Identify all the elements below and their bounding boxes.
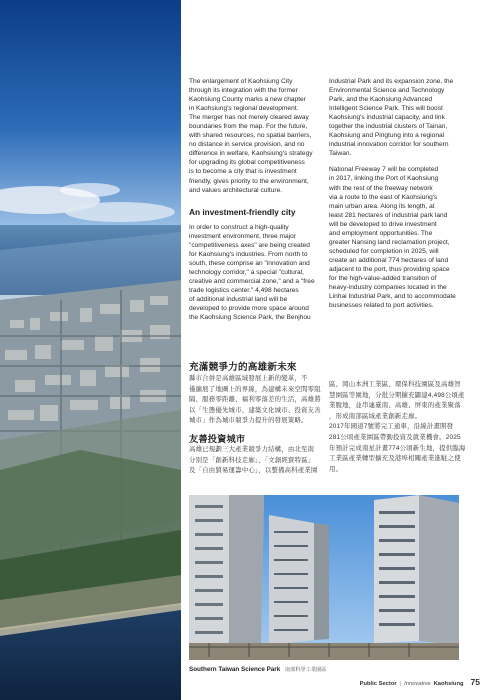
investment-paragraph: In order to construct a high-quality investment environment, three major "competitiveness axes" are being created for Kaohsiung's industries. From north to south, these comprise an "innovation and technology corridor," a special "cultural, creative and commercial zone," and a "free trade logistics center." 4,498 hectares of additional industrial land will be developed to provide more space around the Kaohsiung Science Park, the Benjhou	[189, 223, 315, 322]
page-footer	[360, 677, 480, 687]
intro-paragraph: The enlargement of Kaohsiung City through its integration with the former Kaohsiung County marks a new chapter in Kaohsiung's regional development. The merger has not merely cleared away boundaries from the map. For the future, with shared resources, no spatial barriers, no distance in service provision, and no difference in welfare, Kaohsiung's strategy for upgrading its global competitiveness is to become a city that is investment friendly, gives priority to the environment, and values architectural culture.	[189, 78, 313, 194]
chinese-paragraph-freeway: 2017年國道7號將完工通車，沿線計畫開發 281公頃產業園區帶動投資及就業機會。2025 年預計完成南星計畫774公頃新生地，提供臨海 工業區產業轉型擴充及港埠相關產業進駐之使用。	[329, 423, 466, 473]
industrial-park-paragraph: Industrial Park and its expansion zone, the Environmental Science and Technology Park, and the Kaohsiung Advanced Intelligent Science Park. This will boost Kaohsiung's industrial capacity, and link together the industrial clusters of Tainan, Kaohsiung and Pingtung into a regional industrial innovation corridor for southern Taiwan.	[329, 78, 454, 158]
footer-separator: |	[399, 681, 402, 687]
freeway-paragraph: National Freeway 7 will be completed in 2017, linking the Port of Kaohsiung with the rest of the freeway network via a route to the east of Kaohsiung's main urban area. Along its length, at least 281 hectares of industrial park land will be developed to drive investment and employment opportunities. The greater Nansing land reclamation project, scheduled for completion in 2025, will create an additional 774 hectares of land adjacent to the port, thus providing space for the high-value-added transition of heavy-industry companies located in the Linhai Industrial Park, and to accommodate businesses related to port activities.	[329, 166, 456, 310]
english-column-right	[329, 77, 471, 317]
caption-chinese: 南部科學工業園區	[284, 667, 327, 673]
chinese-paragraph-investment: 高雄已規劃三大產業競爭力結構，由北至南 分別是「創新科技走廊」、「文創經貿特區」 及「自由貿易運籌中心」，以整備高科產業園	[189, 445, 318, 475]
chinese-column-right	[329, 380, 471, 475]
footer-section: Public Sector	[359, 681, 397, 687]
chinese-column-left	[189, 362, 324, 477]
chinese-heading-investment: 友善投資城市	[189, 433, 246, 444]
chinese-heading-future: 充滿競爭力的高雄新未來	[189, 362, 297, 373]
photo-caption	[189, 666, 326, 673]
english-column-left	[189, 77, 324, 329]
chinese-paragraph-parks: 區、岡山本洲工業區、環保科技園區及高雄智 慧園區等園地，分批分期擴充闢建4,498公頃產 業腹地，並串連臺南、高雄、屏東的產業聚落 ，形成南部區域產業創新走廊。	[329, 381, 465, 420]
chinese-paragraph-merger: 縣市合併是高雄區域發展上新的變革，不 僅擴展了地圖上的界線，為建構未來空間零阻 隔、服務零距離、福利零落差的生活，高雄將 以「生態優先城市、建築文化城市、投資友善 城市」作為城市競爭力提升的發展策略。	[189, 375, 321, 425]
footer-city: Kaohsiung	[433, 681, 464, 687]
heading-investment-friendly: An investment-friendly city	[189, 206, 296, 217]
aerial-city-photo	[0, 0, 181, 700]
page-number: 75	[470, 677, 480, 687]
science-park-photo	[189, 495, 459, 660]
footer-subsection: Innovative	[404, 681, 431, 687]
caption-english: Southern Taiwan Science Park	[189, 666, 281, 673]
